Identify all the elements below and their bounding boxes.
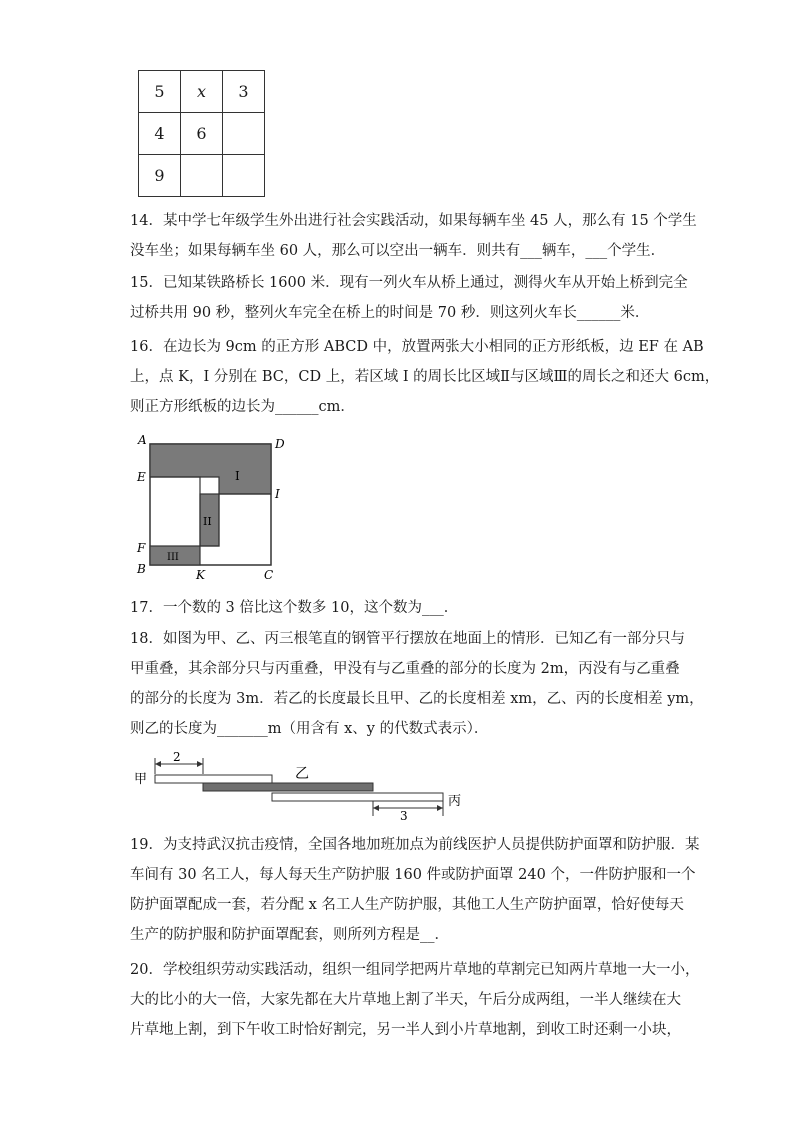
question-line: 19．为支持武汉抗击疫情，全国各地加班加点为前线医护人员提供防护面罩和防护服．某 [130, 837, 700, 853]
question-line: 没车坐；如果每辆车坐 60 人，那么可以空出一辆车．则共有___辆车，___个学生． [130, 243, 666, 259]
question-18 [130, 624, 704, 744]
grid-cell: 4 [139, 113, 181, 155]
question-line: 甲重叠，其余部分只与丙重叠，甲没有与乙重叠的部分的长度为 2m，丙没有与乙重叠 [130, 661, 680, 677]
grid-cell: 3 [223, 71, 265, 113]
question-line: 上，点 K，I 分别在 BC，CD 上，若区域 I 的周长比区域Ⅱ与区域Ⅲ的周长之和还大 6cm， [130, 369, 720, 385]
pipes-figure [130, 750, 480, 820]
label-b: B [137, 562, 146, 576]
question-line: 16．在边长为 9cm 的正方形 ABCD 中，放置两张大小相同的正方形纸板，边 EF 在 AB [130, 339, 704, 355]
label-e: E [137, 470, 146, 484]
question-line: 18．如图为甲、乙、丙三根笔直的钢管平行摆放在地面上的情形．已知乙有一部分只与 [130, 631, 685, 647]
dim-right: 3 [400, 809, 408, 820]
region-2-label: II [203, 515, 212, 528]
question-15 [130, 268, 690, 328]
label-bing: 丙 [448, 794, 462, 809]
question-line: 过桥共用 90 秒，整列火车完全在桥上的时间是 70 秒．则这列火车长______米． [130, 305, 650, 321]
grid-cell: 5 [139, 71, 181, 113]
grid-row [139, 71, 265, 113]
question-17 [130, 593, 690, 623]
question-line: 15．已知某铁路桥长 1600 米．现有一列火车从桥上通过，测得火车从开始上桥到完全 [130, 275, 688, 291]
question-line: 防护面罩配成一套，若分配 x 名工人生产防护服，其他工人生产防护面罩，恰好使每天 [130, 897, 684, 913]
grid-cell [223, 155, 265, 197]
grid-cell: 9 [139, 155, 181, 197]
question-line: 则乙的长度为_______m（用含有 x、y 的代数式表示）． [130, 721, 489, 737]
question-line: 则正方形纸板的边长为______cm． [130, 399, 355, 415]
label-f: F [137, 541, 146, 555]
question-16 [130, 332, 720, 422]
pipe-yi [203, 783, 373, 791]
label-d: D [275, 437, 285, 451]
grid-cell [181, 155, 223, 197]
grid-cell [223, 113, 265, 155]
question-line: 20．学校组织劳动实践活动，组织一组同学把两片草地的草割完已知两片草地一大一小， [130, 962, 700, 978]
label-a: A [138, 433, 147, 447]
question-19 [130, 830, 700, 950]
label-i: I [275, 487, 280, 501]
grid-cell: x [181, 71, 223, 113]
region-1-label: I [235, 469, 240, 483]
question-line: 14．某中学七年级学生外出进行社会实践活动，如果每辆车坐 45 人，那么有 15 个学生 [130, 213, 697, 229]
region-1 [150, 444, 271, 494]
square-figure [130, 430, 290, 585]
region-3-label: III [167, 552, 179, 563]
label-yi: 乙 [295, 766, 309, 782]
number-grid [138, 70, 265, 197]
question-line: 17．一个数的 3 倍比这个数多 10，这个数为___． [130, 600, 459, 616]
grid-row [139, 113, 265, 155]
question-14 [130, 206, 697, 266]
question-line: 的部分的长度为 3m．若乙的长度最长且甲、乙的长度相差 xm，乙、丙的长度相差 ym， [130, 691, 704, 707]
question-line: 片草地上割，到下午收工时恰好割完，另一半人到小片草地割，到收工时还剩一小块， [130, 1022, 681, 1038]
grid-cell: 6 [181, 113, 223, 155]
pipe-jia [155, 775, 272, 783]
label-c: C [264, 568, 274, 582]
question-line: 车间有 30 名工人，每人每天生产防护服 160 件或防护面罩 240 个，一件防护服和一个 [130, 867, 696, 883]
dim-left: 2 [173, 750, 181, 764]
question-20 [130, 955, 700, 1045]
label-jia: 甲 [134, 772, 148, 787]
grid-row [139, 155, 265, 197]
label-k: K [196, 568, 205, 582]
question-line: 生产的防护服和防护面罩配套，则所列方程是__． [130, 927, 449, 943]
pipe-bing [272, 793, 443, 801]
question-line: 大的比小的大一倍，大家先都在大片草地上割了半天，午后分成两组，一半人继续在大 [130, 992, 681, 1008]
